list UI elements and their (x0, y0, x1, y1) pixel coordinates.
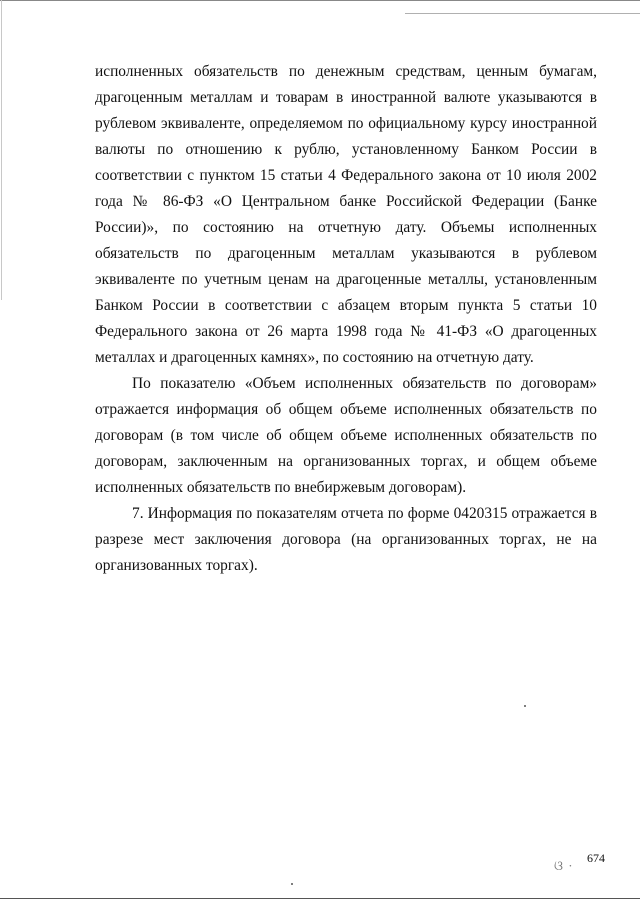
paragraph-continuation: исполненных обязательств по денежным средствам, ценным бумагам, драгоценным металлам и товарам в иностранной валюте указываются в рублевом эквиваленте, определяемом по официальному курсу иностранной валюты по отношению к рублю, установленному Банком России в соответствии с пунктом 15 статьи 4 Федерального закона от 10 июля 2002 года № 86-ФЗ «О Центральном банке Российской Федерации (Банке России)», по состоянию на отчетную дату. Объемы исполненных обязательств по драгоценным металлам указываются в рублевом эквиваленте по учетным ценам на драгоценные металлы, установленным Банком России в соответствии с абзацем вторым пункта 5 статьи 10 Федерального закона от 26 марта 1998 года № 41-ФЗ «О драгоценных металлах и драгоценных камнях», по состоянию на отчетную дату. (95, 63, 597, 366)
scan-border-left (1, 0, 2, 300)
paragraph-contracts-volume: По показателю «Объем исполненных обязательств по договорам» отражается информация об общем объеме исполненных обязательств по договорам (в том числе об общем объеме исполненных обязательств по договорам, заключенным на организованных торгах, и общем объеме исполненных обязательств по внебиржевым договорам). (95, 375, 597, 496)
page-number: 674 (587, 851, 605, 865)
paragraph-item-7: 7. Информация по показателям отчета по форме 0420315 отражается в разрезе мест заключения договора (на организованных торгах, не на организованных торгах). (95, 505, 597, 574)
scan-speck (524, 705, 526, 707)
document-body (95, 59, 597, 579)
scan-artifact-mark: ଓ · (554, 858, 574, 873)
scan-border-top-inner (405, 13, 640, 14)
scan-border-top (0, 0, 640, 1)
scan-speck (291, 883, 293, 885)
scan-border-bottom (0, 898, 640, 899)
